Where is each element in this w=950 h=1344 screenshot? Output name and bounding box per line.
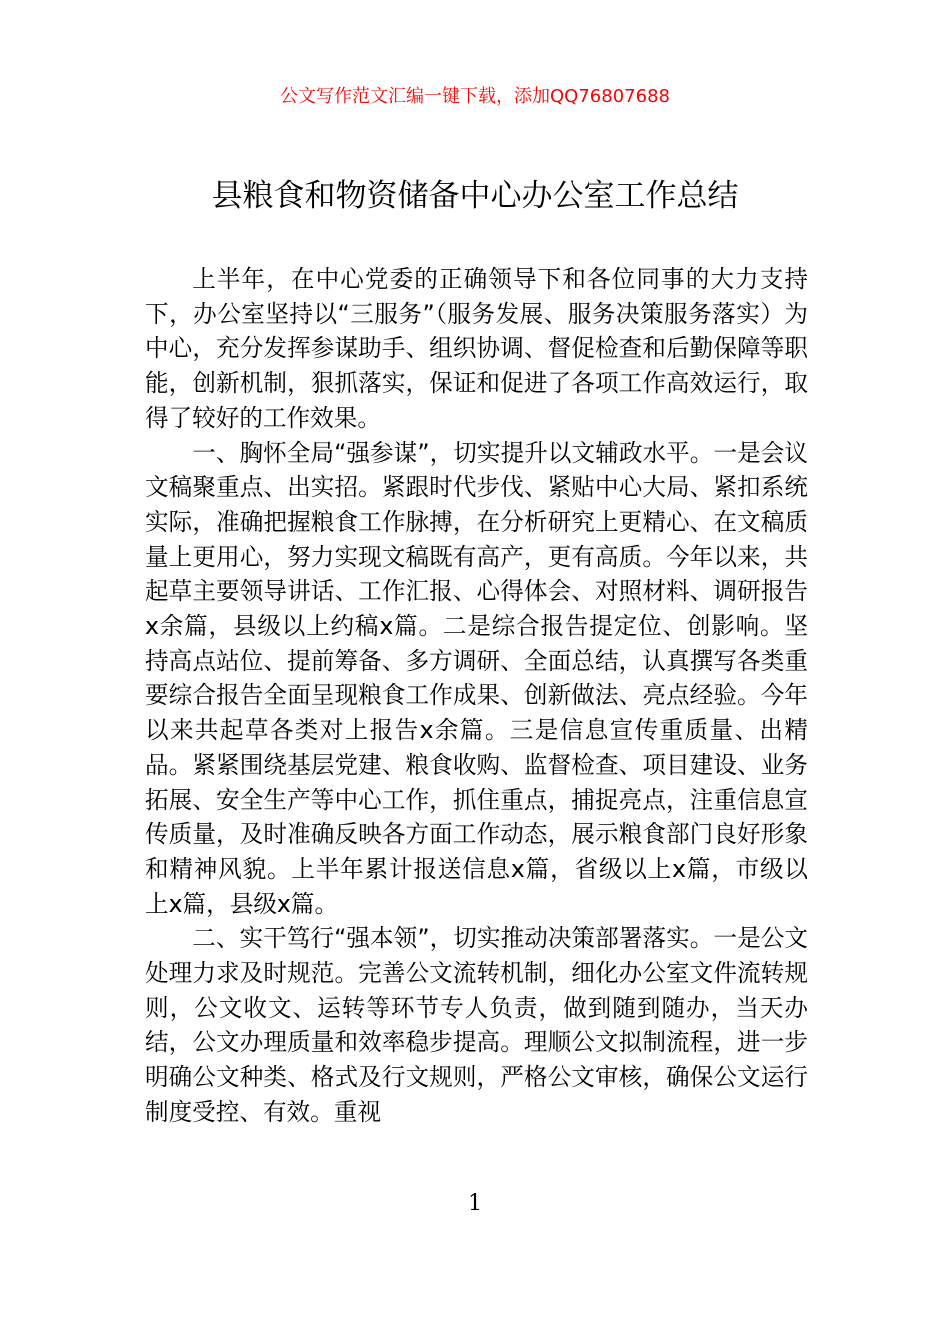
document-body [145, 262, 808, 1130]
page-number: 1 [468, 1191, 482, 1216]
paragraph-section-two: 二、实干笃行“强本领”，切实推动决策部署落实。一是公文处理力求及时规范。完善公文流转机制，细化办公室文件流转规则，公文收文、运转等环节专人负责，做到随到随办，当天办结，公文办理质量和效率稳步提高。理顺公文拟制流程，进一步明确公文种类、格式及行文规则，严格公文审核，确保公文运行制度受控、有效。重视 [145, 924, 808, 1126]
document-title: 县粮食和物资储备中心办公室工作总结 [211, 178, 739, 214]
header-download-note: 公文写作范文汇编一键下载，添加QQ76807688 [280, 86, 670, 107]
paragraph-section-one: 一、胸怀全局“强参谋”，切实提升以文辅政水平。一是会议文稿聚重点、出实招。紧跟时代步伐、紧贴中心大局、紧扣系统实际，准确把握粮食工作脉搏，在分析研究上更精心、在文稿质量上更用心，努力实现文稿既有高产，更有高质。今年以来，共起草主要领导讲话、工作汇报、心得体会、对照材料、调研报告x余篇，县级以上约稿x篇。二是综合报告提定位、创影响。坚持高点站位、提前筹备、多方调研、全面总结，认真撰写各类重要综合报告全面呈现粮食工作成果、创新做法、亮点经验。今年以来共起草各类对上报告x余篇。三是信息宣传重质量、出精品。紧紧围绕基层党建、粮食收购、监督检查、项目建设、业务拓展、安全生产等中心工作，抓住重点，捕捉亮点，注重信息宣传质量，及时准确反映各方面工作动态，展示粮食部门良好形象和精神风貌。上半年累计报送信息x篇，省级以上x篇，市级以上x篇，县级x篇。 [145, 438, 808, 918]
paragraph-intro: 上半年，在中心党委的正确领导下和各位同事的大力支持下，办公室坚持以“三服务”（服务发展、服务决策服务落实）为中心，充分发挥参谋助手、组织协调、督促检查和后勤保障等职能，创新机制，狠抓落实，保证和促进了各项工作高效运行，取得了较好的工作效果。 [145, 265, 808, 432]
